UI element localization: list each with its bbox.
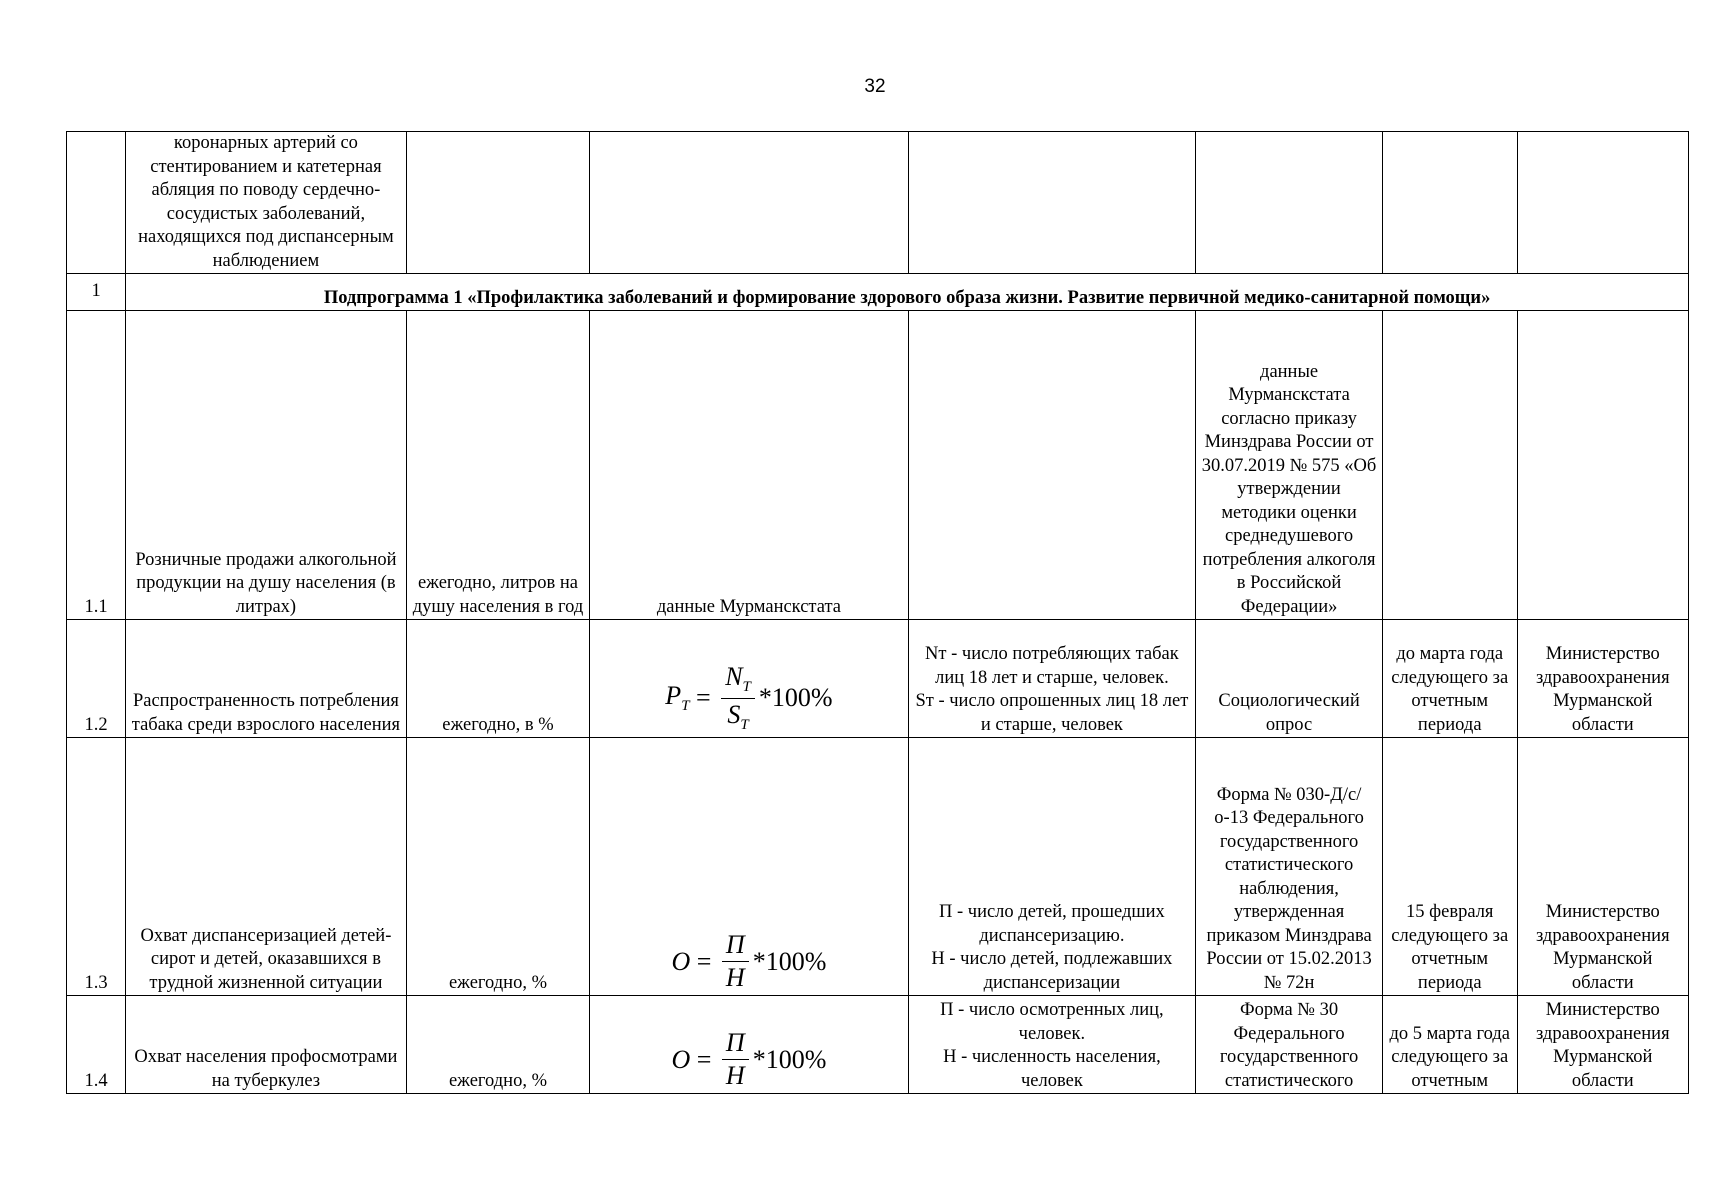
page-number: 32 bbox=[864, 76, 886, 97]
data-source: Форма № 30 Федерального государственного статистического bbox=[1196, 996, 1383, 1094]
indicator-unit: ежегодно, % bbox=[406, 738, 590, 996]
indicator-name-text: коронарных артерий со стентированием и катетерная абляция по поводу сердечно-сосудистых заболеваний, находящихся под диспансерным наблюдением bbox=[138, 133, 394, 271]
variables bbox=[908, 996, 1196, 1094]
responsible: Министерство здравоохранения Мурманской области bbox=[1517, 738, 1688, 996]
variables-line: Nт - число потребляющих табак лиц 18 лет и старше, человек. bbox=[925, 644, 1179, 688]
subprogram-row bbox=[67, 274, 1689, 311]
indicator-unit: ежегодно, литров на душу населения в год bbox=[406, 311, 590, 620]
variables-line: Н - численность населения, человек bbox=[943, 1047, 1161, 1091]
indicator-name: Охват населения профосмотрами на туберкулез bbox=[126, 996, 407, 1094]
variables-line: Sт - число опрошенных лиц 18 лет и старше, человек bbox=[915, 691, 1189, 735]
data-source: Социологический опрос bbox=[1196, 620, 1383, 738]
deadline: до 5 марта года следующего за отчетным bbox=[1382, 996, 1517, 1094]
indicator-unit: ежегодно, % bbox=[406, 996, 590, 1094]
cell-deadline bbox=[1382, 132, 1517, 274]
calc-formula bbox=[590, 620, 908, 738]
formula: O = $\frac{П}{Н}$ *100% bbox=[671, 930, 827, 992]
row-num: 1.2 bbox=[67, 620, 126, 738]
row-num: 1.3 bbox=[67, 738, 126, 996]
subprogram-title: Подпрограмма 1 «Профилактика заболеваний и формирование здорового образа жизни. Развитие первичной медико-санитарной помощи» bbox=[126, 274, 1689, 311]
calc-formula bbox=[590, 996, 908, 1094]
indicator-name: Распространенность потребления табака среди взрослого населения bbox=[126, 620, 407, 738]
table-row bbox=[67, 738, 1689, 996]
cell-source bbox=[1196, 132, 1383, 274]
variables-line: Н - число детей, подлежавших диспансеризации bbox=[931, 949, 1173, 993]
subprogram-num: 1 bbox=[67, 274, 126, 311]
data-source: данные Мурманскстата согласно приказу Минздрава России от 30.07.2019 № 575 «Об утверждении методики оценки среднедушевого потребления алкоголя в Российской Федерации» bbox=[1196, 311, 1383, 620]
row-num: 1.1 bbox=[67, 311, 126, 620]
formula: $P_T$ = $\frac{N_T}{S_T}$ *100% bbox=[665, 661, 833, 733]
table-row bbox=[67, 311, 1689, 620]
cell-responsible bbox=[1517, 132, 1688, 274]
responsible bbox=[1517, 311, 1688, 620]
table-row-continuation bbox=[67, 132, 1689, 274]
formula: O = $\frac{П}{Н}$ *100% bbox=[671, 1028, 827, 1090]
indicators-table bbox=[66, 131, 1689, 1094]
calc-formula bbox=[590, 738, 908, 996]
cell-unit bbox=[406, 132, 590, 274]
indicator-name: Охват диспансеризацией детей-сирот и детей, оказавшихся в трудной жизненной ситуации bbox=[126, 738, 407, 996]
cell-indicator-name bbox=[126, 132, 407, 274]
data-source: Форма № 030-Д/с/о-13 Федерального государственного статистического наблюдения, утвержденная приказом Минздрава России от 15.02.2013 № 72н bbox=[1196, 738, 1383, 996]
cell-variables bbox=[908, 132, 1196, 274]
cell-num bbox=[67, 132, 126, 274]
deadline: 15 февраля следующего за отчетным периода bbox=[1382, 738, 1517, 996]
deadline: до марта года следующего за отчетным периода bbox=[1382, 620, 1517, 738]
variables-line: П - число осмотренных лиц, человек. bbox=[940, 1000, 1164, 1044]
variables bbox=[908, 738, 1196, 996]
table-row bbox=[67, 620, 1689, 738]
indicator-name: Розничные продажи алкогольной продукции на душу населения (в литрах) bbox=[126, 311, 407, 620]
cell-method bbox=[590, 132, 908, 274]
table-row bbox=[67, 996, 1689, 1094]
row-num: 1.4 bbox=[67, 996, 126, 1094]
variables-line: П - число детей, прошедших диспансеризацию. bbox=[939, 902, 1165, 946]
calc-method: данные Мурманскстата bbox=[590, 311, 908, 620]
responsible: Министерство здравоохранения Мурманской области bbox=[1517, 620, 1688, 738]
variables bbox=[908, 311, 1196, 620]
deadline bbox=[1382, 311, 1517, 620]
responsible: Министерство здравоохранения Мурманской области bbox=[1517, 996, 1688, 1094]
indicator-unit: ежегодно, в % bbox=[406, 620, 590, 738]
variables bbox=[908, 620, 1196, 738]
